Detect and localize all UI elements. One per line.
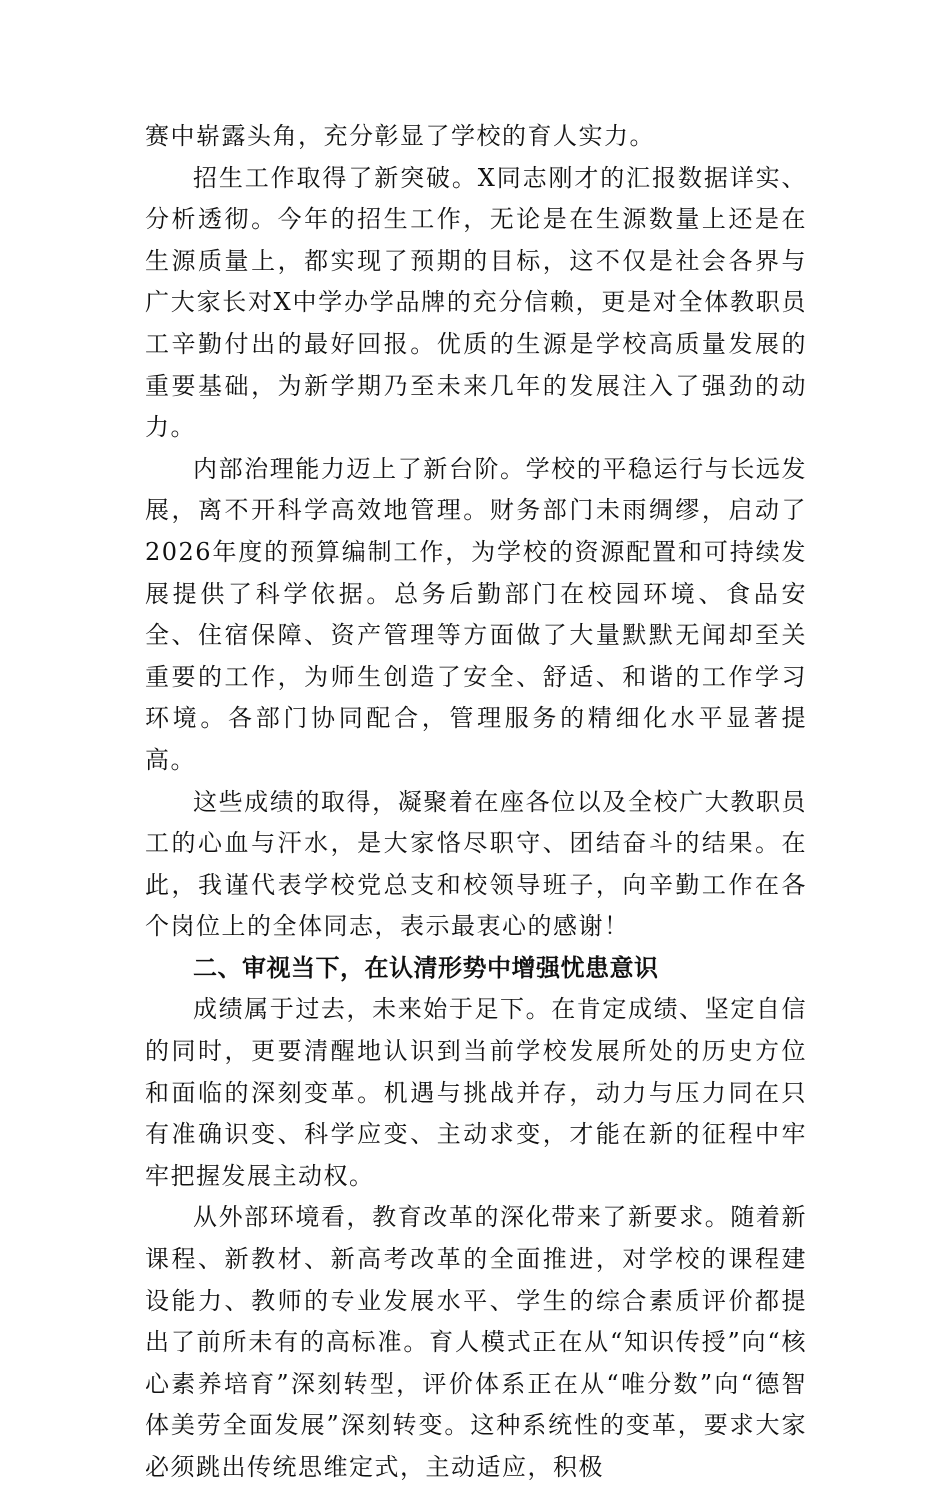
paragraph-external-environment: 从外部环境看，教育改革的深化带来了新要求。随着新课程、新教材、新高考改革的全面推进，对学校的课程建设能力、教师的专业发展水平、学生的综合素质评价都提出了前所未有的高标准。育人模式正在从“知识传授”向“核心素养培育”深刻转型，评价体系正在从“唯分数”向“德智体美劳全面发展”深刻转变。这种系统性的变革，要求大家必须跳出传统思维定式，主动适应，积极 <box>145 1203 807 1481</box>
paragraph-governance: 内部治理能力迈上了新台阶。学校的平稳运行与长远发展，离不开科学高效地管理。财务部门未雨绸缪，启动了2026年度的预算编制工作，为学校的资源配置和可持续发展提供了科学依据。总务后勤部门在校园环境、食品安全、住宿保障、资产管理等方面做了大量默默无闻却至关重要的工作，为师生创造了安全、舒适、和谐的工作学习环境。各部门协同配合，管理服务的精细化水平显著提高。 <box>145 454 807 774</box>
paragraph-enrollment: 招生工作取得了新突破。X同志刚才的汇报数据详实、分析透彻。今年的招生工作，无论是在生源数量上还是在生源质量上，都实现了预期的目标，这不仅是社会各界与广大家长对X中学办学品牌的充分信赖，更是对全体教职员工辛勤付出的最好回报。优质的生源是学校高质量发展的重要基础，为新学期乃至未来几年的发展注入了强劲的动力。 <box>145 163 807 442</box>
paragraph-thanks: 这些成绩的取得，凝聚着在座各位以及全校广大教职员工的心血与汗水，是大家恪尽职守、团结奋斗的结果。在此，我谨代表学校党总支和校领导班子，向辛勤工作在各个岗位上的全体同志，表示最衷心的感谢！ <box>145 787 807 941</box>
section-heading: 二、审视当下，在认清形势中增强忧患意识 <box>193 953 659 982</box>
paragraph-continuation: 赛中崭露头角，充分彰显了学校的育人实力。 <box>145 122 655 150</box>
document-body <box>145 116 807 1489</box>
paragraph-situation: 成绩属于过去，未来始于足下。在肯定成绩、坚定自信的同时，更要清醒地认识到当前学校发展所处的历史方位和面临的深刻变革。机遇与挑战并存，动力与压力同在只有准确识变、科学应变、主动求变，才能在新的征程中牢牢把握发展主动权。 <box>145 995 807 1190</box>
